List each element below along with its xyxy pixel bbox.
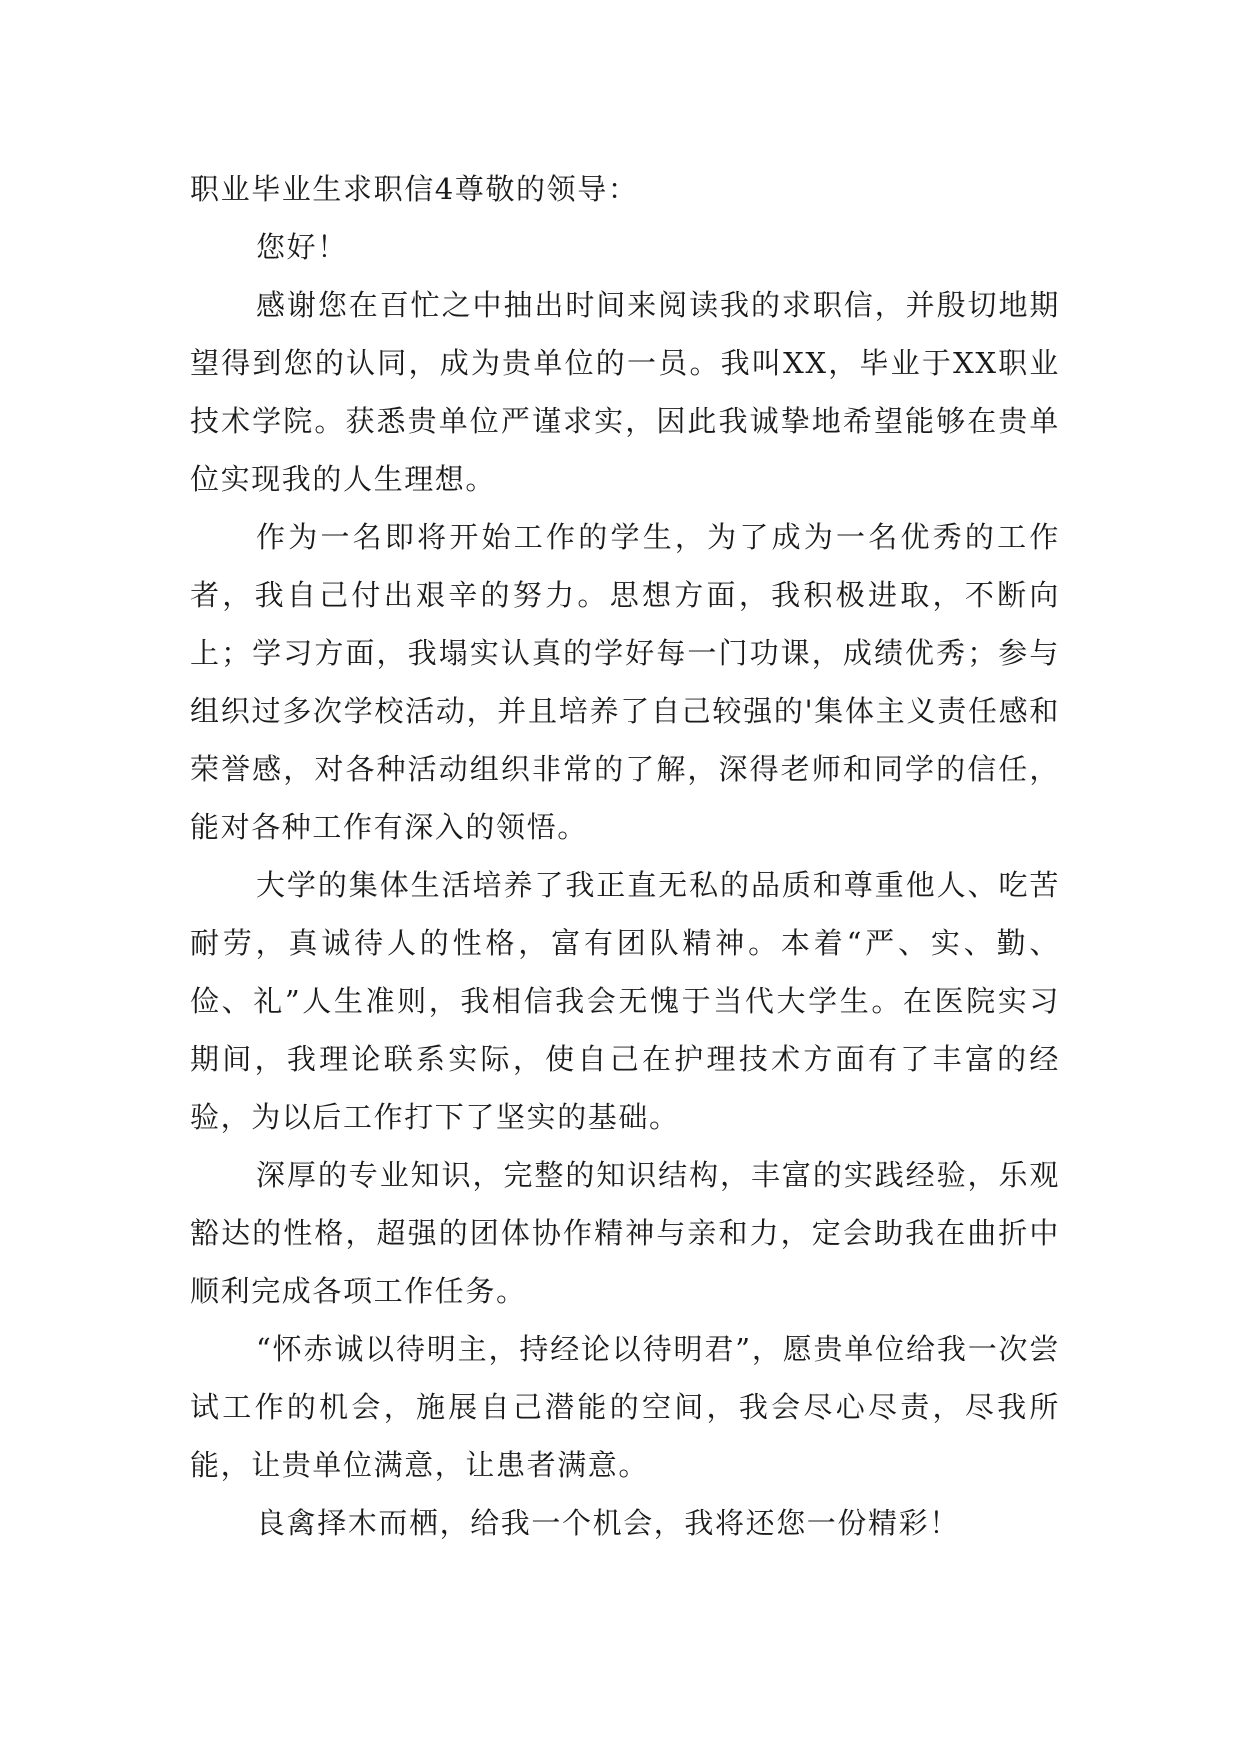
letter-body <box>190 160 1060 1552</box>
paragraph-strengths: 深厚的专业知识，完整的知识结构，丰富的实践经验，乐观豁达的性格，超强的团体协作精神与亲和力，定会助我在曲折中顺利完成各项工作任务。 <box>190 1158 1060 1308</box>
letter-heading-line: 职业毕业生求职信4尊敬的领导： <box>190 172 639 206</box>
paragraph-request: “怀赤诚以待明主，持经论以待明君”，愿贵单位给我一次尝试工作的机会，施展自己潜能的空间，我会尽心尽责，尽我所能，让贵单位满意，让患者满意。 <box>190 1332 1060 1482</box>
paragraph-intro: 感谢您在百忙之中抽出时间来阅读我的求职信，并殷切地期望得到您的认同，成为贵单位的一员。我叫XX，毕业于XX职业技术学院。获悉贵单位严谨求实，因此我诚挚地希望能够在贵单位实现我的人生理想。 <box>190 288 1060 496</box>
paragraph-study: 作为一名即将开始工作的学生，为了成为一名优秀的工作者，我自己付出艰辛的努力。思想方面，我积极进取，不断向上；学习方面，我塌实认真的学好每一门功课，成绩优秀；参与组织过多次学校活动，并且培养了自己较强的'集体主义责任感和荣誉感，对各种活动组织非常的了解，深得老师和同学的信任，能对各种工作有深入的领悟。 <box>190 520 1060 844</box>
greeting: 您好！ <box>256 230 348 264</box>
paragraph-closing: 良禽择木而栖，给我一个机会，我将还您一份精彩！ <box>256 1506 960 1540</box>
paragraph-character: 大学的集体生活培养了我正直无私的品质和尊重他人、吃苦耐劳，真诚待人的性格，富有团队精神。本着“严、实、勤、俭、礼”人生准则，我相信我会无愧于当代大学生。在医院实习期间，我理论联系实际，使自己在护理技术方面有了丰富的经验，为以后工作打下了坚实的基础。 <box>190 868 1060 1134</box>
